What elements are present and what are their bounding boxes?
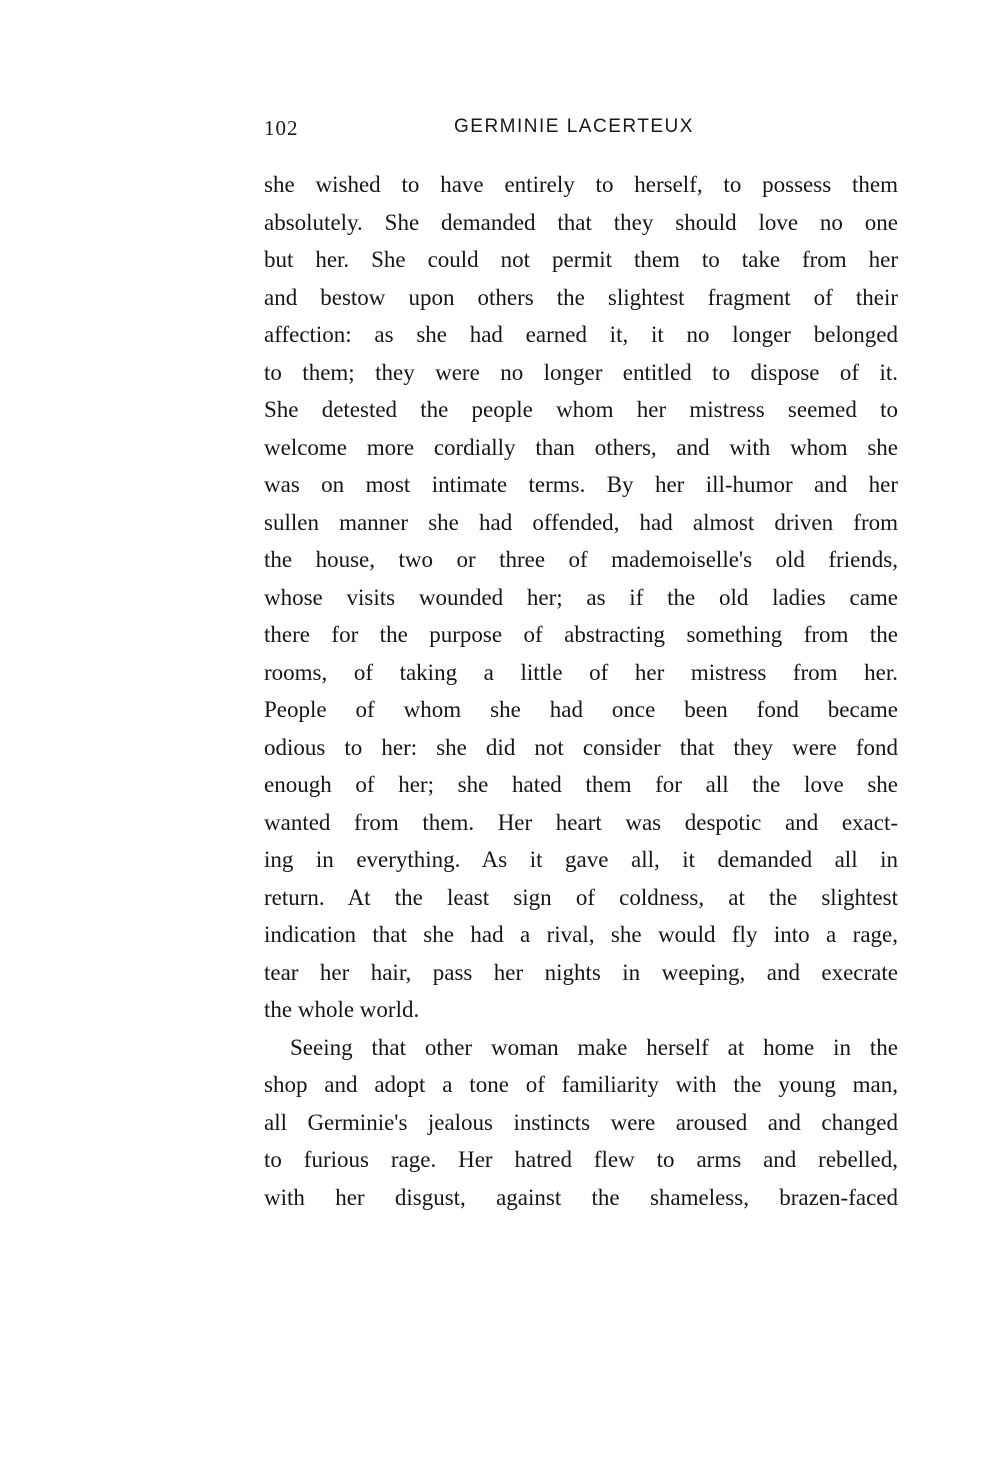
text-line: to furious rage. Her hatred flew to arms and rebelled, <box>264 1147 898 1172</box>
paragraph-2 <box>264 1029 898 1217</box>
body-text <box>264 166 898 1216</box>
text-line: whose visits wounded her; as if the old ladies came <box>264 584 898 610</box>
text-line: to them; they were no longer entitled to dispose of it. <box>264 359 898 385</box>
text-line: wanted from them. Her heart was despotic and exact- <box>264 809 898 835</box>
text-line: with her disgust, against the shameless, brazen-faced <box>264 1184 898 1210</box>
text-line: enough of her; she hated them for all the love she <box>264 772 898 797</box>
text-line: and bestow upon others the slightest fragment of their <box>264 284 898 310</box>
text-line: sullen manner she had offended, had almost driven from <box>264 509 898 535</box>
text-line: she wished to have entirely to herself, to possess them <box>264 172 898 197</box>
text-line: the house, two or three of mademoiselle's old friends, <box>264 547 898 572</box>
page-number: 102 <box>264 116 299 140</box>
text-line: tear her hair, pass her nights in weeping, and execrate <box>264 959 898 985</box>
text-line: Seeing that other woman make herself at home in the <box>290 1034 898 1060</box>
text-line: absolutely. She demanded that they should love no one <box>264 209 898 235</box>
text-line: indication that she had a rival, she would fly into a rage, <box>264 922 898 947</box>
text-line: rooms, of taking a little of her mistress from her. <box>264 659 898 685</box>
text-line: the whole world. <box>264 997 420 1022</box>
text-line: odious to her: she did not consider that they were fond <box>264 734 898 760</box>
text-line: all Germinie's jealous instincts were aroused and changed <box>264 1109 898 1135</box>
paragraph-1 <box>264 166 898 1029</box>
text-line: People of whom she had once been fond became <box>264 697 898 722</box>
text-line: return. At the least sign of coldness, at the slightest <box>264 884 898 910</box>
text-line: She detested the people whom her mistress seemed to <box>264 397 898 422</box>
text-line: welcome more cordially than others, and with whom she <box>264 434 898 460</box>
text-line: shop and adopt a tone of familiarity with the young man, <box>264 1072 898 1097</box>
running-title: GERMINIE LACERTEUX <box>454 116 694 137</box>
text-line: was on most intimate terms. By her ill-humor and her <box>264 472 898 497</box>
text-line: there for the purpose of abstracting something from the <box>264 622 898 647</box>
text-line: but her. She could not permit them to take from her <box>264 247 898 272</box>
text-line: affection: as she had earned it, it no longer belonged <box>264 322 898 347</box>
running-head <box>264 116 708 146</box>
text-line: ing in everything. As it gave all, it demanded all in <box>264 847 898 872</box>
